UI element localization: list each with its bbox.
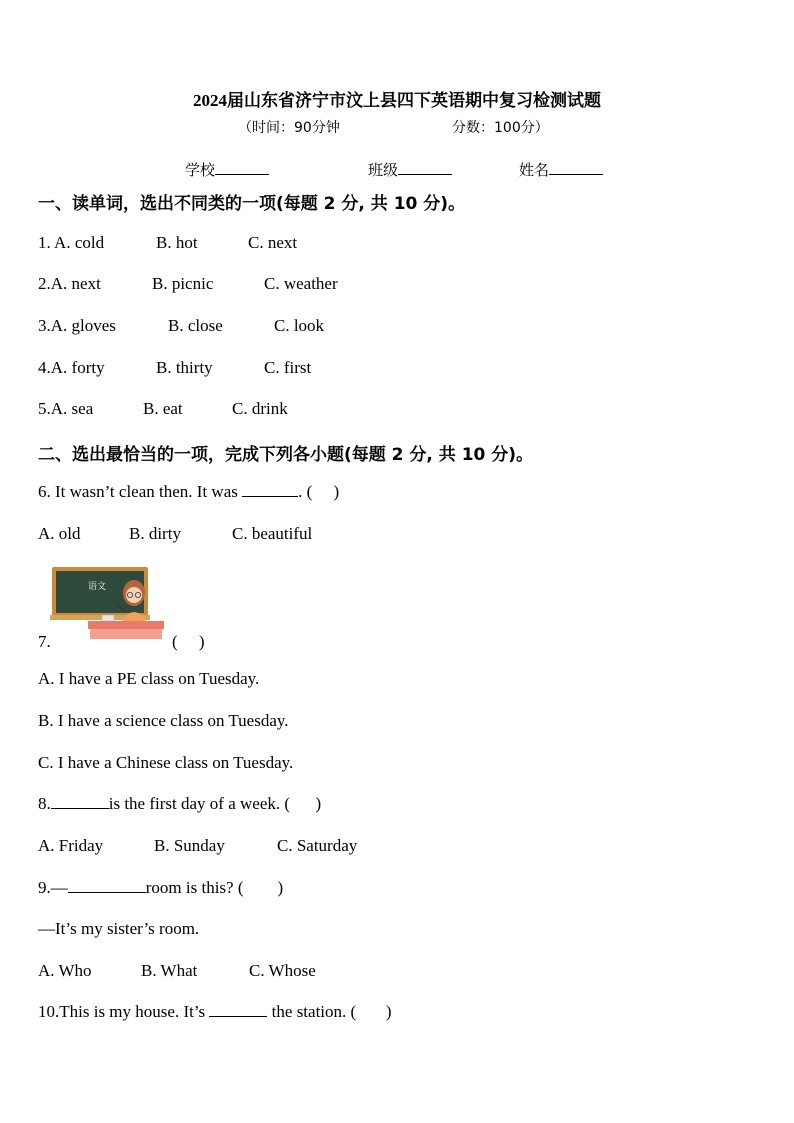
question-9-b: B. What — [141, 961, 198, 980]
question-9-pre: 9.— — [38, 878, 68, 897]
question-10-blank — [209, 1002, 267, 1017]
book-icon — [102, 615, 114, 621]
school-blank — [215, 160, 269, 175]
question-8-c: C. Saturday — [277, 836, 358, 855]
time-info: （时间：90分钟 — [238, 120, 340, 136]
question-10-pre: 10.This is my house. It’s — [38, 1002, 206, 1021]
question-1-b: B. hot — [156, 233, 198, 252]
chinese-class-teacher-picture — [50, 563, 168, 641]
question-8-stem — [38, 794, 321, 814]
question-4-c: C. first — [264, 358, 312, 377]
question-4-b: B. thirty — [156, 358, 213, 377]
section-1-heading: 一、读单词，选出不同类的一项(每题 2 分, 共 10 分)。 — [38, 194, 466, 214]
school-label: 学校 — [185, 161, 216, 179]
question-10-stem — [38, 1002, 392, 1022]
question-3-c: C. look — [274, 316, 325, 335]
question-6-stem — [38, 482, 339, 502]
name-label: 姓名 — [519, 161, 550, 179]
question-6-pre: 6. It wasn’t clean then. It was — [38, 482, 238, 501]
board-text: 语文 — [87, 582, 107, 592]
class-field — [368, 159, 452, 180]
question-8-a: A. Friday — [38, 836, 104, 855]
question-6-blank — [242, 482, 298, 497]
school-field — [185, 159, 269, 180]
question-3-a: 3.A. gloves — [38, 316, 116, 335]
score-info: 分数：100分） — [452, 120, 549, 136]
question-6-c: C. beautiful — [232, 524, 313, 543]
page-title: 2024届山东省济宁市汶上县四下英语期中复习检测试题 — [193, 91, 601, 110]
question-3-b: B. close — [168, 316, 223, 335]
question-8-blank — [51, 794, 109, 809]
class-label: 班级 — [368, 161, 399, 179]
question-1-a: 1. A. cold — [38, 233, 105, 252]
question-2-a: 2.A. next — [38, 274, 101, 293]
question-8-b: B. Sunday — [154, 836, 225, 855]
question-2-b: B. picnic — [152, 274, 214, 293]
question-7-c: C. I have a Chinese class on Tuesday. — [38, 753, 294, 772]
question-9-a: A. Who — [38, 961, 92, 980]
teacher-face — [126, 587, 142, 603]
question-6-b: B. dirty — [129, 524, 181, 543]
question-9-post: room is this? ( ) — [145, 878, 284, 897]
section-2-heading: 二、选出最恰当的一项，完成下列各小题(每题 2 分, 共 10 分)。 — [38, 445, 534, 465]
question-9-blank — [68, 878, 146, 893]
question-5-c: C. drink — [232, 399, 288, 418]
question-4-a: 4.A. forty — [38, 358, 105, 377]
question-7-b: B. I have a science class on Tuesday. — [38, 711, 289, 730]
question-9-c: C. Whose — [249, 961, 316, 980]
desk-front — [90, 629, 162, 639]
question-7-a: A. I have a PE class on Tuesday. — [38, 669, 260, 688]
question-9-stem — [38, 878, 283, 898]
question-6-a: A. old — [38, 524, 81, 543]
question-8-pre: 8. — [38, 794, 51, 813]
question-10-post: the station. ( ) — [271, 1002, 392, 1021]
question-1-c: C. next — [248, 233, 298, 252]
desk-top — [88, 621, 164, 629]
question-5-a: 5.A. sea — [38, 399, 94, 418]
question-5-b: B. eat — [143, 399, 183, 418]
question-6-post: . ( ) — [298, 482, 340, 501]
question-8-post: is the first day of a week. ( ) — [108, 794, 322, 813]
name-blank — [549, 160, 603, 175]
question-7-num: 7. — [38, 632, 51, 651]
class-blank — [398, 160, 452, 175]
name-field — [519, 159, 603, 180]
question-9-answer: —It’s my sister’s room. — [38, 919, 200, 938]
question-7-paren: ( ) — [172, 632, 205, 651]
question-2-c: C. weather — [264, 274, 338, 293]
